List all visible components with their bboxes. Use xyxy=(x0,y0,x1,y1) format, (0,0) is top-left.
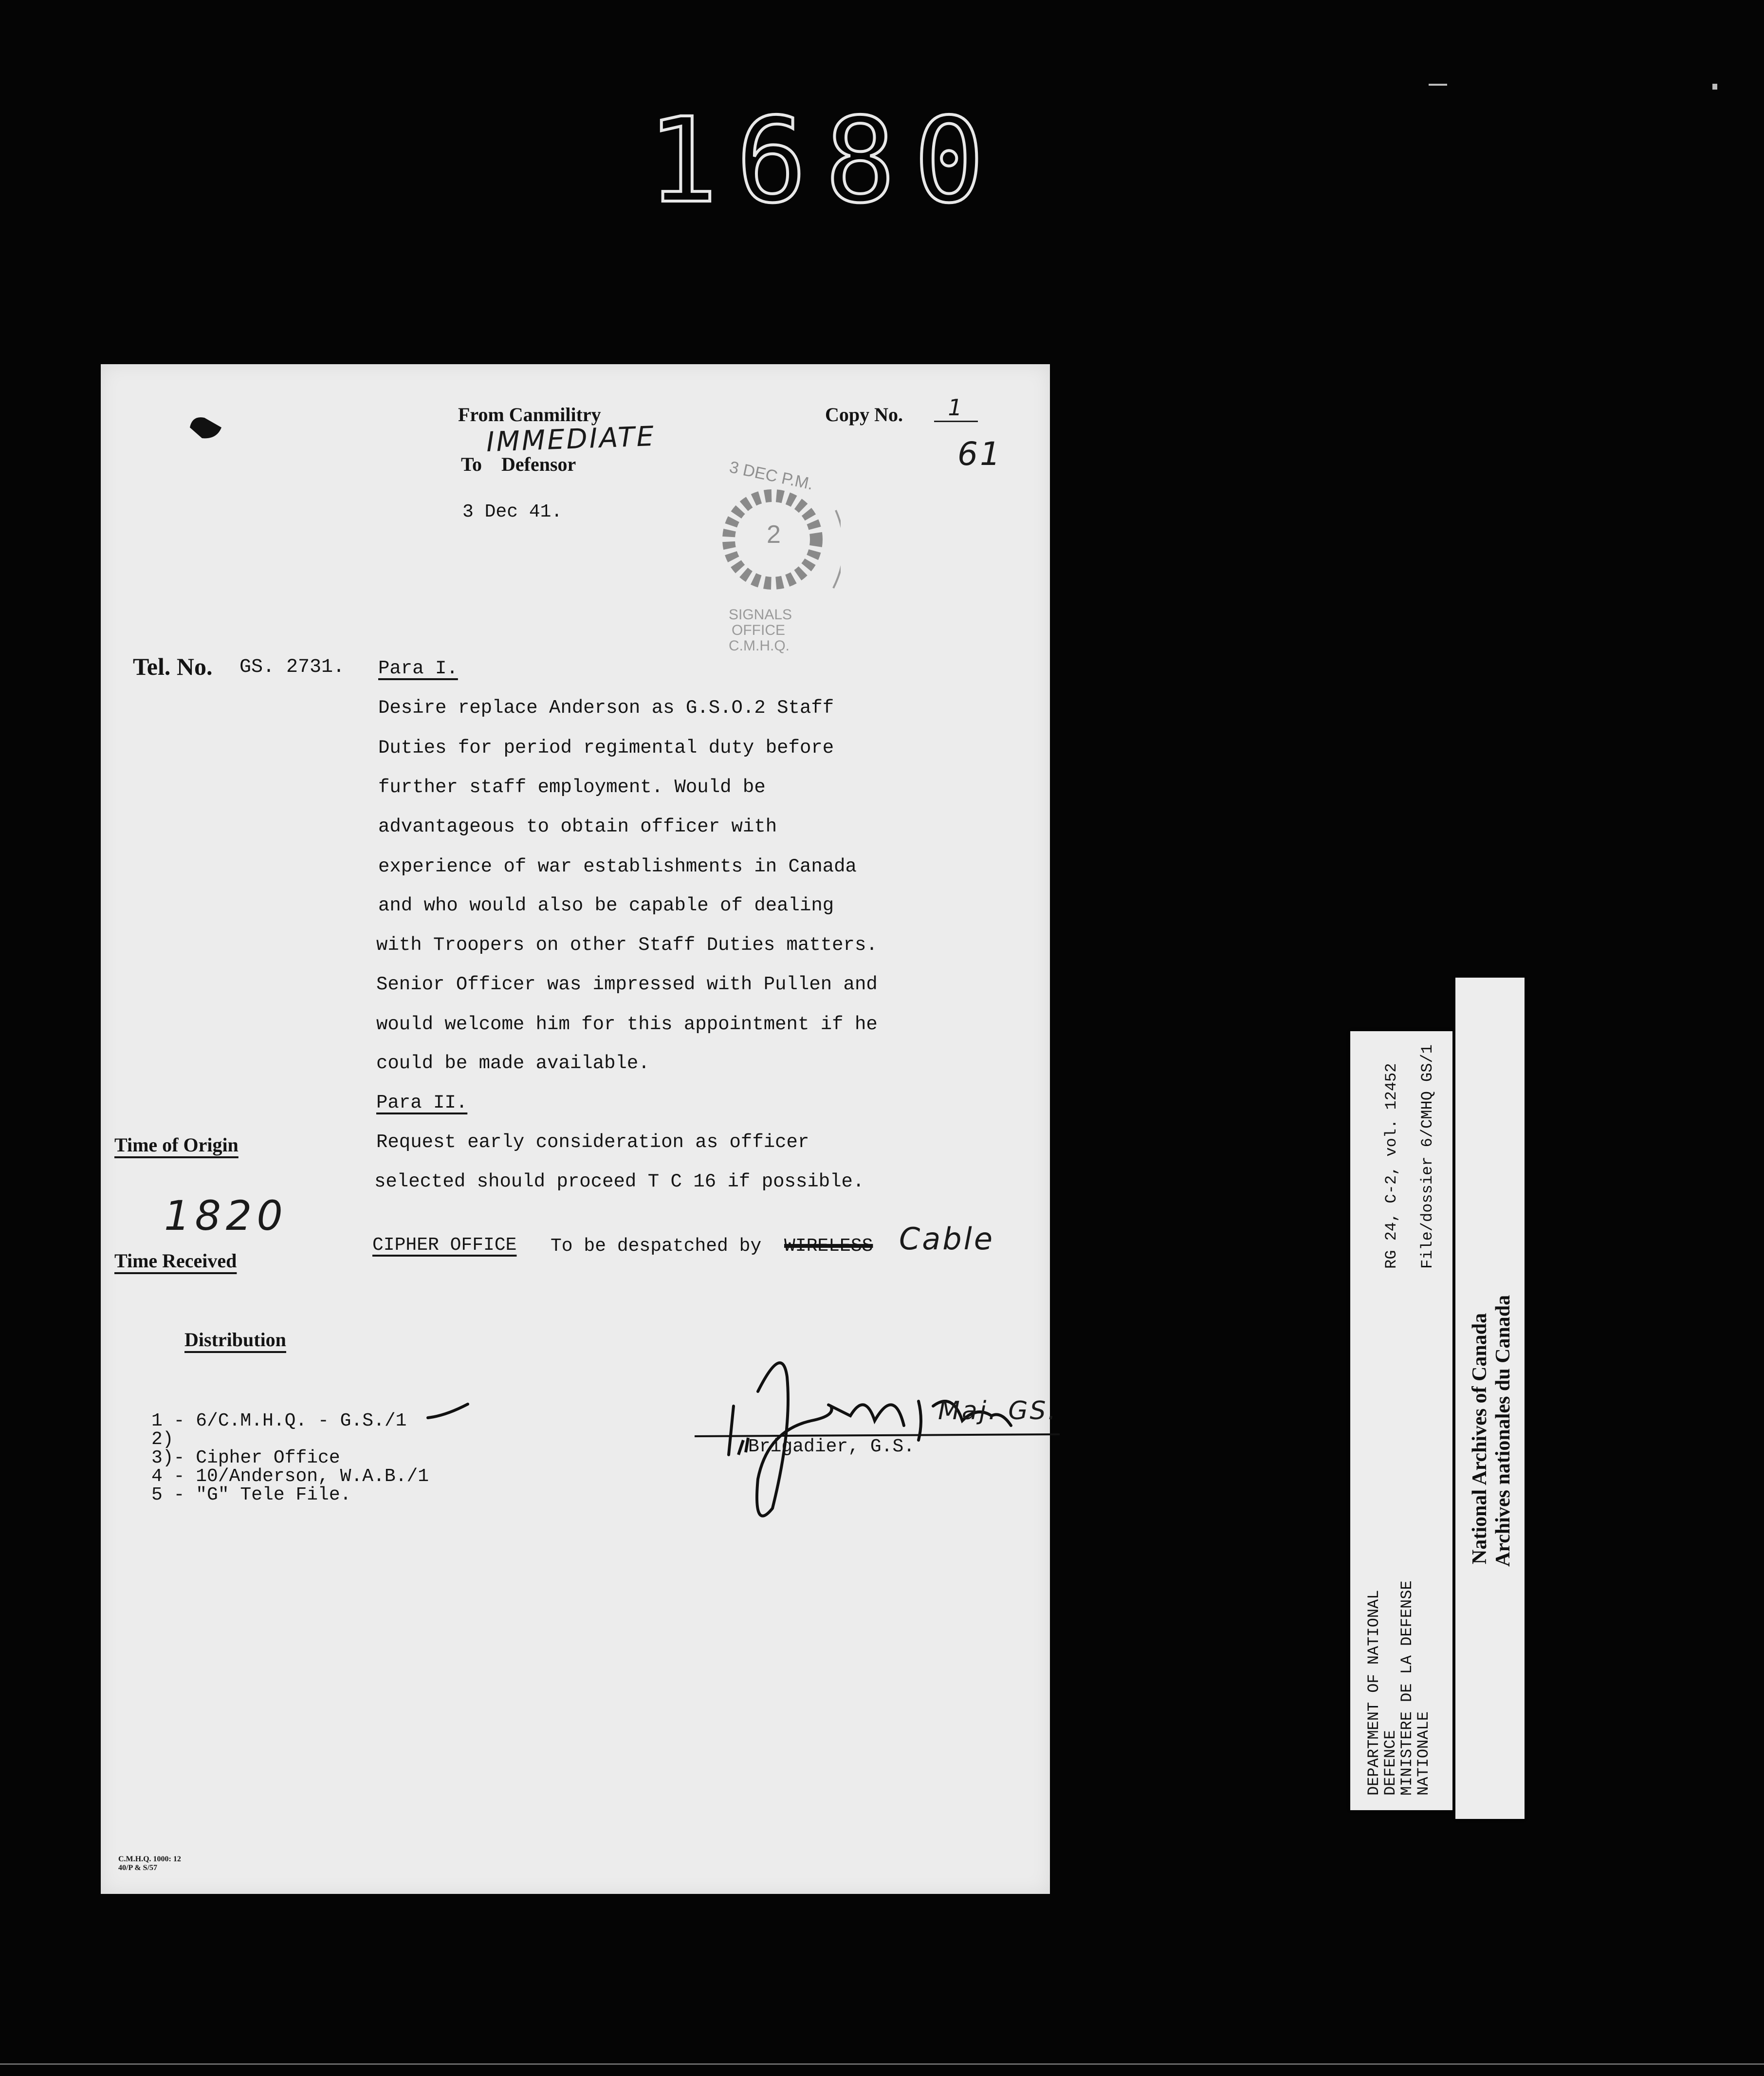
stamp-center: 2 xyxy=(767,520,781,549)
time-of-origin-value: 1820 xyxy=(164,1192,288,1240)
distribution-line: 4 - 10/Anderson, W.A.B./1 xyxy=(151,1466,429,1487)
reference-line: RG 24, C-2, vol. 12452 xyxy=(1382,1063,1400,1269)
body-line: Duties for period regimental duty before xyxy=(378,737,834,759)
scan-mark xyxy=(1429,84,1447,86)
signature-handwritten: Maj. GS. xyxy=(938,1396,1058,1426)
department-label-strip xyxy=(1350,1031,1452,1810)
stamp-date: 3 DEC P.M. xyxy=(728,458,815,494)
body-line: Desire replace Anderson as G.S.O.2 Staff xyxy=(378,697,834,719)
scan-mark xyxy=(1712,84,1717,90)
copy-number-value: 1 xyxy=(934,394,978,422)
stamp-line: C.M.H.Q. xyxy=(729,638,790,654)
body-line: further staff employment. Would be xyxy=(378,777,766,798)
body-line: could be made available. xyxy=(376,1053,650,1074)
stamp-line: OFFICE xyxy=(732,622,785,638)
archives-line: National Archives of Canada xyxy=(1469,1313,1491,1564)
dept-line: MINISTERE DE LA DEFENSE xyxy=(1398,1580,1416,1796)
signature-title: Brigadier, G.S. xyxy=(748,1436,915,1457)
punch-mark xyxy=(187,413,226,442)
tel-number-label: Tel. No. xyxy=(133,653,213,680)
body-line: selected should proceed T C 16 if possible. xyxy=(374,1171,864,1192)
tel-number-value: GS. 2731. xyxy=(239,656,345,678)
body-line: with Troopers on other Staff Duties matters. xyxy=(376,934,878,956)
form-number: C.M.H.Q. 1000: 12 xyxy=(118,1855,181,1863)
time-received-label: Time Received xyxy=(114,1250,237,1272)
distribution-heading: Distribution xyxy=(184,1329,286,1351)
body-line: Senior Officer was impressed with Pullen and xyxy=(376,974,878,995)
para2-heading: Para II. xyxy=(376,1092,468,1113)
dept-line: DEPARTMENT OF NATIONAL xyxy=(1365,1590,1383,1796)
frame-number: 1680 xyxy=(647,93,1003,229)
cipher-office-label: CIPHER OFFICE xyxy=(372,1235,517,1256)
priority-handwritten: IMMEDIATE xyxy=(485,420,657,459)
para1-heading: Para I. xyxy=(378,658,458,679)
despatch-text: To be despatched by xyxy=(551,1236,762,1257)
to-line: To Defensor xyxy=(461,453,576,475)
distribution-line: 3)- Cipher Office xyxy=(151,1447,340,1468)
body-line: experience of war establishments in Canada xyxy=(378,856,857,877)
archives-line: Archives nationales du Canada xyxy=(1492,1295,1514,1567)
distribution-line: 5 - "G" Tele File. xyxy=(151,1484,351,1505)
tick-mark xyxy=(426,1401,470,1421)
from-line: From Canmilitry xyxy=(458,404,601,426)
telegram-document xyxy=(101,364,1058,1894)
archives-label-strip xyxy=(1455,978,1525,1819)
body-line: would welcome him for this appointment if he xyxy=(376,1014,878,1035)
form-number: 40/P & S/57 xyxy=(118,1864,158,1872)
stamp-line: SIGNALS xyxy=(729,607,792,623)
copy-number-label: Copy No. xyxy=(825,404,903,426)
reference-line: File/dossier 6/CMHQ GS/1 xyxy=(1418,1044,1436,1269)
body-line: and who would also be capable of dealing xyxy=(378,895,834,916)
body-line: advantageous to obtain officer with xyxy=(378,816,777,837)
dept-line: DEFENCE xyxy=(1381,1730,1399,1796)
despatch-struck-wireless: WIRELESS xyxy=(784,1236,873,1257)
despatch-handwritten-cable: Cable xyxy=(899,1221,995,1257)
time-of-origin-label: Time of Origin xyxy=(114,1134,239,1156)
distribution-line: 1 - 6/C.M.H.Q. - G.S./1 xyxy=(151,1410,407,1431)
signals-office-stamp xyxy=(709,458,870,656)
message-date: 3 Dec 41. xyxy=(462,501,563,522)
folio-number: 61 xyxy=(957,435,1002,473)
distribution-line: 2) xyxy=(151,1429,174,1450)
dept-line: NATIONALE xyxy=(1415,1711,1433,1796)
film-edge xyxy=(0,2063,1764,2065)
body-line: Request early consideration as officer xyxy=(376,1131,809,1153)
